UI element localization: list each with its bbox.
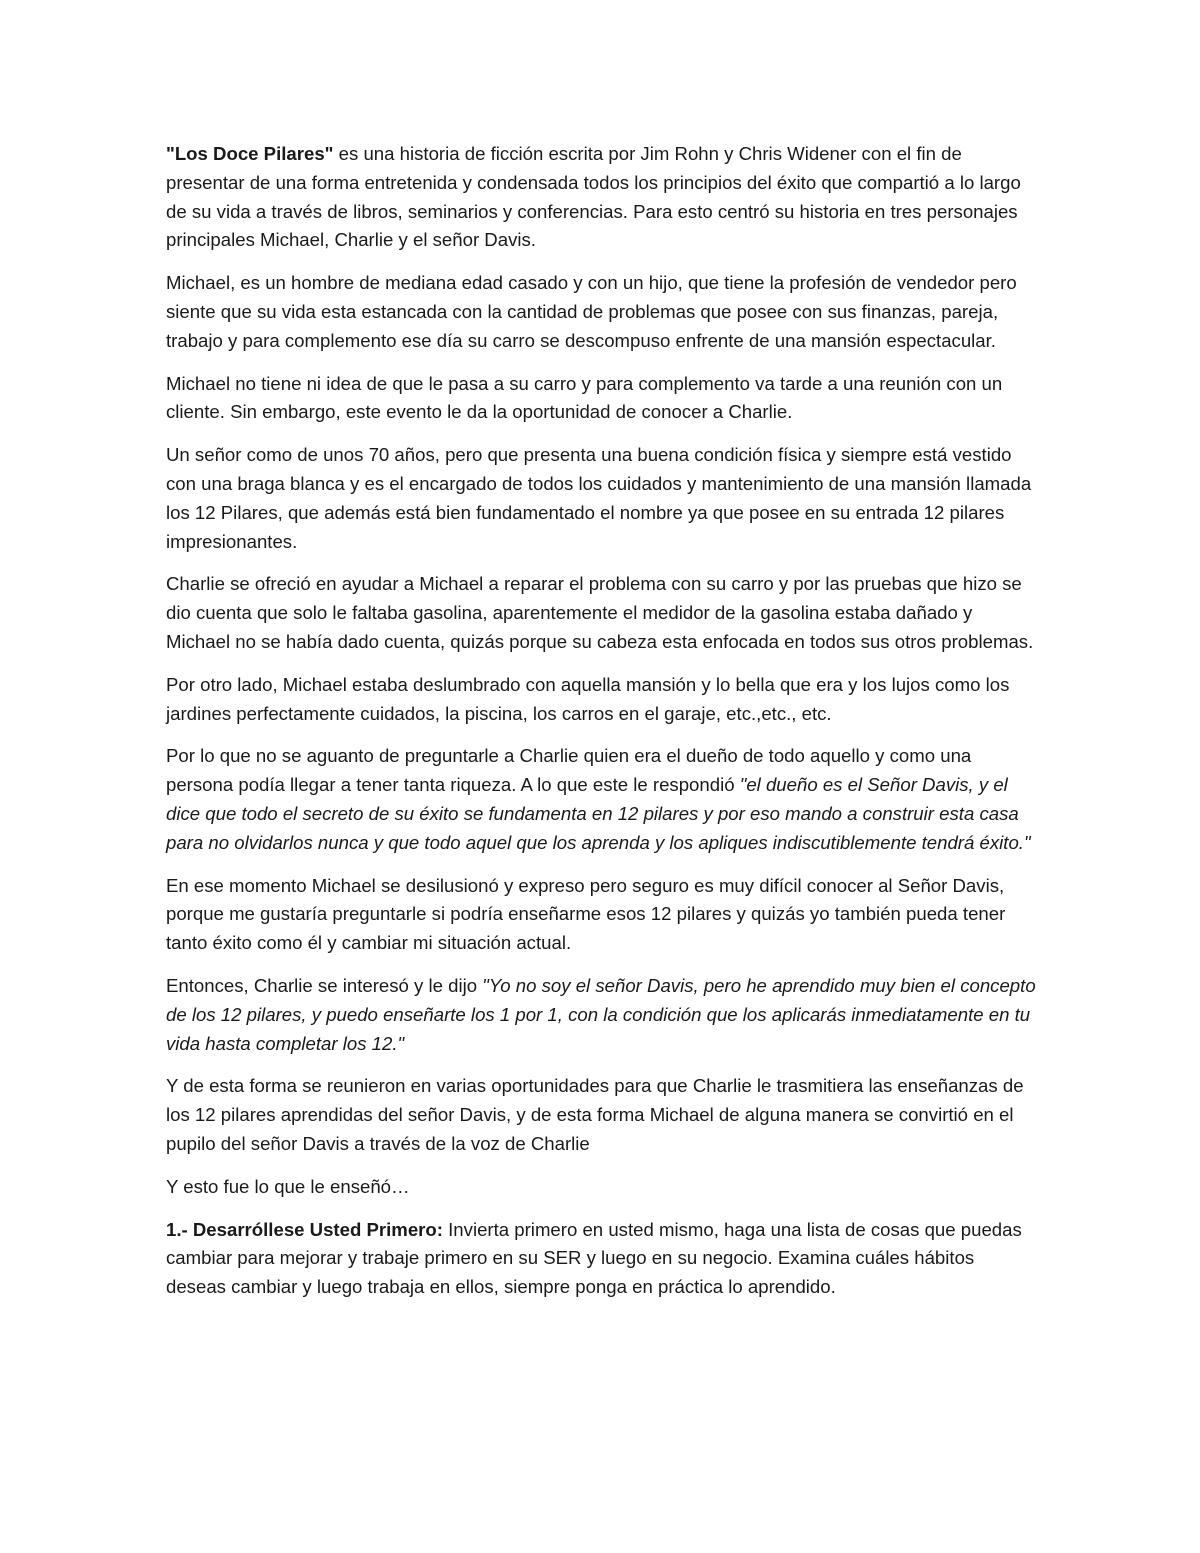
paragraph-mansion: Por otro lado, Michael estaba deslumbrado con aquella mansión y lo bella que era y los lujos como los jardines perfectamente cuidados, la piscina, los carros en el garaje, etc.,etc., etc. — [166, 673, 1010, 724]
pillar-1-heading: 1.- Desarróllese Usted Primero: — [166, 1218, 443, 1240]
paragraph-offer — [166, 972, 1038, 1058]
charlie-quote-offer: "Yo no soy el señor Davis, pero he aprendido muy bien el concepto de los 12 pilares, y puedo enseñarte los 1 por 1, con la condición que los aplicarás inmediatamente en tu vida hasta completar los 12." — [166, 974, 1036, 1054]
paragraph-pillar-1 — [166, 1216, 1038, 1302]
paragraph-question — [166, 742, 1038, 857]
book-title: "Los Doce Pilares" — [166, 143, 334, 164]
paragraph-disillusion: En ese momento Michael se desilusionó y expreso pero seguro es muy difícil conocer al Señor Davis, porque me gustaría preguntarle si podría enseñarme esos 12 pilares y quizás yo también pueda tener tanto éxito como él y cambiar mi situación actual. — [166, 874, 1006, 954]
paragraph-charlie-description: Un señor como de unos 70 años, pero que presenta una buena condición física y siempre está vestido con una braga blanca y es el encargado de todos los cuidados y mantenimiento de una mansión llamada los 12 Pilares, que además está bien fundamentado el nombre ya que posee en su entrada 12 pilares impresionantes. — [166, 444, 1032, 552]
pillar-1-text: Invierta primero en usted mismo, haga una lista de cosas que puedas cambiar para mejorar y trabaje primero en su SER y luego en su negocio. Examina cuáles hábitos deseas cambiar y luego trabaja en ellos, siempre ponga en práctica lo aprendido. — [166, 1218, 1022, 1298]
paragraph-teaching-intro: Y esto fue lo que le enseñó… — [166, 1175, 410, 1197]
paragraph-car-problem: Michael no tiene ni idea de que le pasa a su carro y para complemento va tarde a una reunión con un cliente. Sin embargo, este evento le da la oportunidad de conocer a Charlie. — [166, 372, 1003, 423]
charlie-quote-davis: "el dueño es el Señor Davis, y el dice que todo el secreto de su éxito se fundamenta en 12 pilares y por eso mando a construir esta casa para no olvidarlos nunca y que todo aquel que los aprenda y los apliques indiscutiblemente tendrá éxito." — [166, 774, 1031, 853]
paragraph-meetings: Y de esta forma se reunieron en varias oportunidades para que Charlie le trasmitiera las enseñanzas de los 12 pilares aprendidas del señor Davis, y de esta forma Michael de alguna manera se convirtió en el pupilo del señor Davis a través de la voz de Charlie — [166, 1075, 1024, 1154]
paragraph-question-text: Por lo que no se aguanto de preguntarle a Charlie quien era el dueño de todo aquello y como una persona podía llegar a tener tanta riqueza. A lo que este le respondió — [166, 745, 972, 796]
paragraph-intro — [166, 140, 1038, 255]
paragraph-offer-text: Entonces, Charlie se interesó y le dijo — [166, 974, 483, 996]
document-body — [166, 140, 1038, 1316]
paragraph-intro-text: es una historia de ficción escrita por Jim Rohn y Chris Widener con el fin de presentar de una forma entretenida y condensada todos los principios del éxito que compartió a lo largo de su vida a través de libros, seminarios y conferencias. Para esto centró su historia en tres personajes principales Michael, Charlie y el señor Davis. — [166, 143, 1021, 251]
paragraph-charlie-helps: Charlie se ofreció en ayudar a Michael a reparar el problema con su carro y por las pruebas que hizo se dio cuenta que solo le faltaba gasolina, aparentemente el medidor de la gasolina estaba dañado y Michael no se había dado cuenta, quizás porque su cabeza esta enfocada en todos sus otros problemas. — [166, 573, 1034, 652]
paragraph-michael: Michael, es un hombre de mediana edad casado y con un hijo, que tiene la profesión de vendedor pero siente que su vida esta estancada con la cantidad de problemas que posee con sus finanzas, pareja, trabajo y para complemento ese día su carro se descompuso enfrente de una mansión espectacular. — [166, 272, 1017, 351]
